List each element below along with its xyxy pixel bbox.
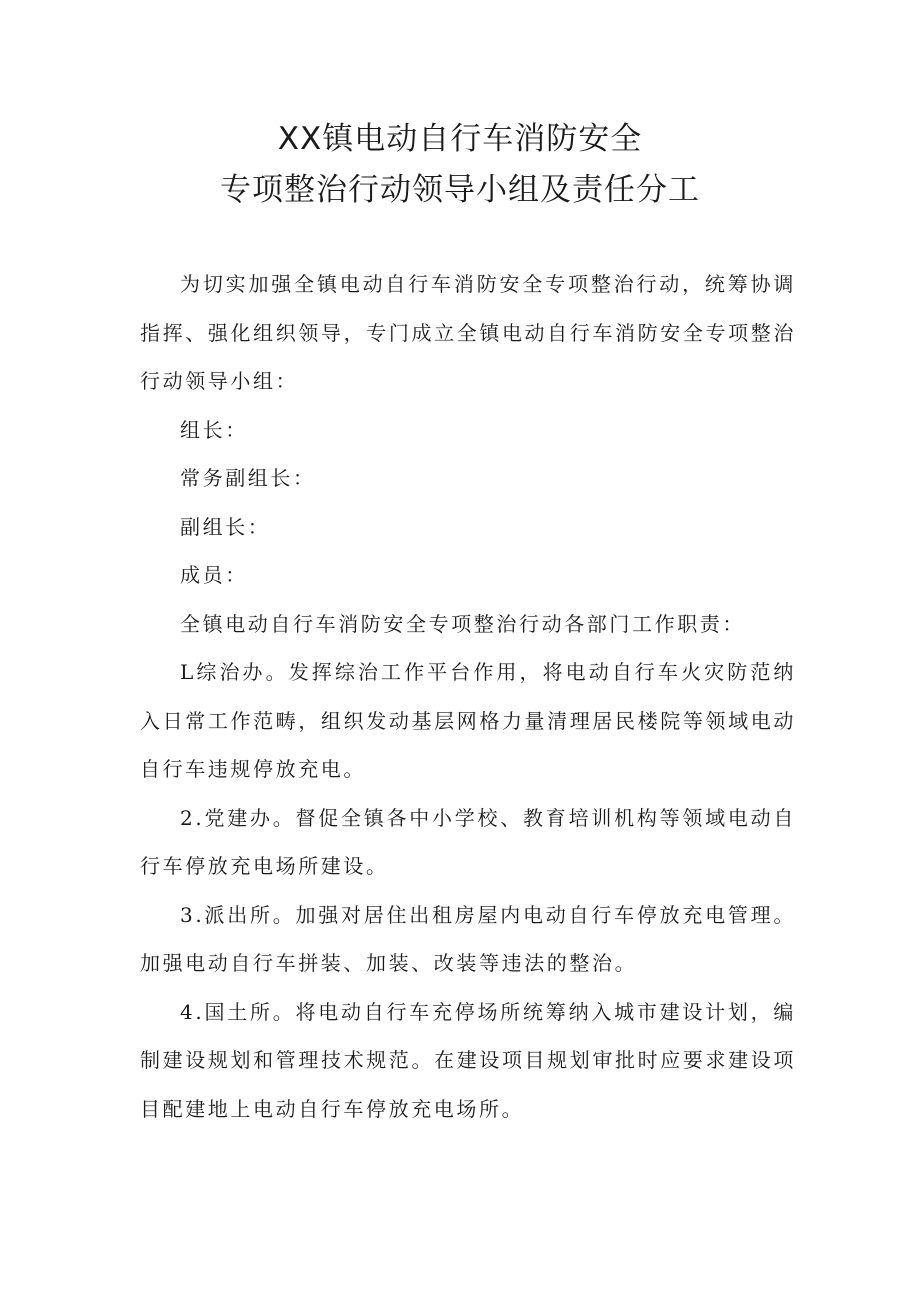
duty-item-1: L综治办。发挥综治工作平台作用，将电动自行车火灾防范纳入日常工作范畴，组织发动基层网格力量清理居民楼院等领域电动自行车违规停放充电。: [140, 660, 796, 781]
duty-item-2: 2.党建办。督促全镇各中小学校、教育培训机构等领域电动自行车停放充电场所建设。: [140, 805, 796, 878]
document-title-line-2: 专项整治行动领导小组及责任分工: [220, 172, 700, 208]
duty-item-3: 3.派出所。加强对居住出租房屋内电动自行车停放充电管理。加强电动自行车拼装、加装、改装等违法的整治。: [140, 902, 796, 975]
members-line: 成员：: [180, 563, 248, 587]
duties-heading: 全镇电动自行车消防安全专项整治行动各部门工作职责：: [180, 611, 745, 636]
duty-item-4: 4.国土所。将电动自行车充停场所统筹纳入城市建设计划，编制建设规划和管理技术规范。在建设项目规划审批时应要求建设项目配建地上电动自行车停放充电场所。: [140, 999, 796, 1121]
executive-deputy-leader-line: 常务副组长：: [180, 466, 316, 490]
intro-paragraph: 为切实加强全镇电动自行车消防安全专项整治行动，统筹协调指挥、强化组织领导，专门成立全镇电动自行车消防安全专项整治行动领导小组：: [140, 272, 796, 393]
document-body: [140, 260, 796, 1133]
deputy-leader-line: 副组长：: [180, 514, 271, 539]
leader-line: 组长：: [180, 417, 248, 442]
document-title-line-1: XX镇电动自行车消防安全: [277, 121, 643, 157]
